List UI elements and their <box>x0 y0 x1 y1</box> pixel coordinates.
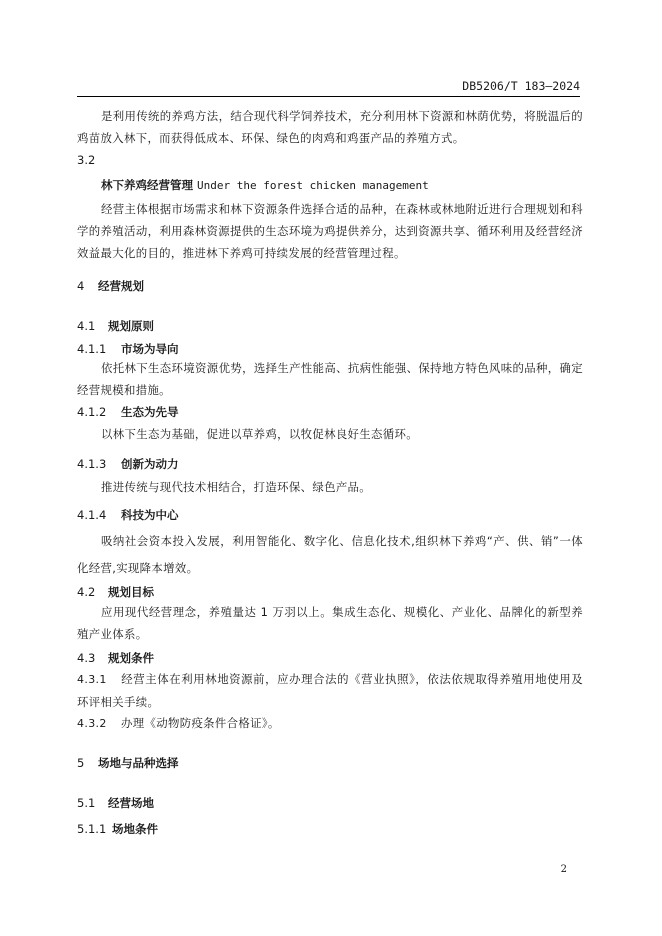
section-number: 4.2 <box>77 585 96 599</box>
term-3-2 <box>101 177 429 193</box>
section-title: 市场为导向 <box>121 342 179 356</box>
section-number: 4.3 <box>77 651 96 665</box>
section-4-1-1-heading <box>77 341 179 357</box>
section-title: 场地与品种选择 <box>98 756 179 770</box>
section-4-3-2-text <box>77 712 583 735</box>
clause-text: 办理《动物防疫条件合格证》。 <box>121 716 280 730</box>
section-title: 规划原则 <box>108 319 154 333</box>
section-number: 4.1.1 <box>77 342 107 356</box>
term-3-2-definition: 经营主体根据市场需求和林下资源条件选择合适的品种，在森林或林地附近进行合理规划和科学的养殖活动，利用森林资源提供的生态环境为鸡提供养分，达到资源共享、循环利用及经营经济效益最大化的目的，推进林下养鸡可持续发展的经营管理过程。 <box>77 202 583 260</box>
header-rule <box>77 96 580 97</box>
section-number: 4.1.2 <box>77 405 107 419</box>
clause-3-1-continuation: 是利用传统的养鸡方法，结合现代科学饲养技术，充分利用林下资源和林荫优势，将脱温后的鸡苗放入林下，而获得低成本、环保、绿色的肉鸡和鸡蛋产品的养殖方式。 <box>77 109 583 145</box>
section-title: 经营规划 <box>98 279 144 293</box>
section-title: 场地条件 <box>112 822 158 836</box>
section-4-1-1-text: 依托林下生态环境资源优势，选择生产性能高、抗病性能强、保持地方特色风味的品种，确定经营规模和措施。 <box>77 361 583 397</box>
document-id-header: DB5206/T 183—2024 <box>462 79 580 93</box>
section-4-3-heading <box>77 650 154 666</box>
section-4-3-1-text <box>77 668 583 713</box>
term-3-2-english: Under the forest chicken management <box>197 179 429 192</box>
clause-text: 经营主体在利用林地资源前，应办理合法的《营业执照》，依法依规取得养殖用地使用及环评相关手续。 <box>77 672 583 709</box>
section-4-1-2-heading <box>77 404 179 420</box>
section-4-2-text: 应用现代经营理念，养殖量达 1 万羽以上。集成生态化、规模化、产业化、品牌化的新型养殖产业体系。 <box>77 605 583 641</box>
section-number: 5 <box>77 756 85 770</box>
section-4-1-heading <box>77 318 154 334</box>
section-4-2-heading <box>77 584 154 600</box>
section-number: 4.3.2 <box>77 717 107 730</box>
clause-3-2-number: 3.2 <box>77 153 96 167</box>
section-title: 规划条件 <box>108 651 154 665</box>
section-number: 4.1.4 <box>77 508 107 522</box>
section-number: 5.1.1 <box>77 822 107 836</box>
section-title: 生态为先导 <box>121 405 179 419</box>
section-number: 4.3.1 <box>77 673 107 686</box>
section-number: 4.1 <box>77 319 96 333</box>
section-4-heading <box>77 278 144 294</box>
section-number: 5.1 <box>77 796 96 810</box>
section-4-1-4-heading <box>77 507 179 523</box>
section-title: 科技为中心 <box>121 508 179 522</box>
section-number: 4.1.3 <box>77 457 107 471</box>
section-number: 4 <box>77 279 85 293</box>
section-4-1-3-heading <box>77 456 179 472</box>
section-5-1-heading <box>77 795 154 811</box>
section-4-1-4-text: 吸纳社会资本投入发展，利用智能化、数字化、信息化技术,组织林下养鸡“产、供、销”一体化经营,实现降本增效。 <box>77 534 583 575</box>
section-4-1-3-text: 推进传统与现代技术相结合，打造环保、绿色产品。 <box>101 480 372 494</box>
section-title: 创新为动力 <box>121 457 179 471</box>
page-number: 2 <box>560 864 567 875</box>
section-5-heading <box>77 755 179 771</box>
section-4-1-2-text: 以林下生态为基础，促进以草养鸡，以牧促林良好生态循环。 <box>101 427 418 441</box>
section-title: 规划目标 <box>108 585 154 599</box>
section-title: 经营场地 <box>108 796 154 810</box>
term-3-2-chinese: 林下养鸡经营管理 <box>101 178 193 192</box>
section-5-1-1-heading <box>77 821 158 837</box>
